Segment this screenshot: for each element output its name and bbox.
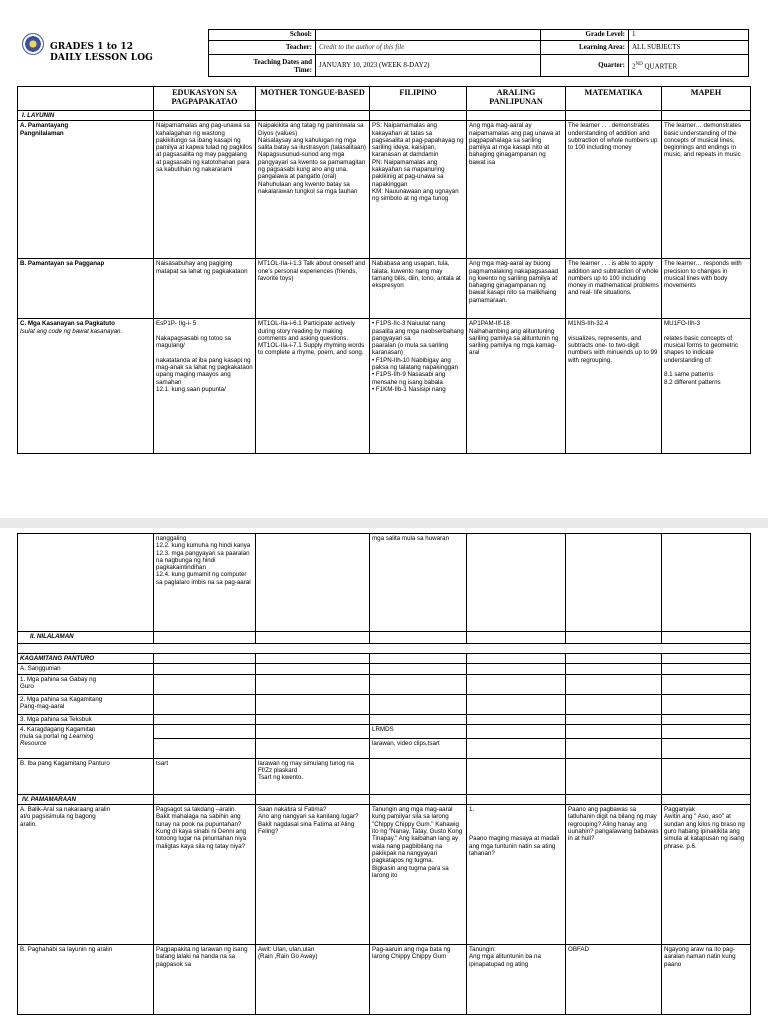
page-2 <box>0 528 768 1024</box>
lesson-table-page-1 <box>17 86 751 454</box>
cell-mtb: MT1OL-IIa-i-6.1 Participate actively during story reading by making comments and asking questions. MT1OL-IIa-i-7.1 Supply rhyming words to complete a rhyme, poem, and song. <box>256 319 370 454</box>
col-header-esp: EDUKASYON SA PAGPAPAKATAO <box>154 87 256 111</box>
cell-filipino: mga salita mula sa huwaran <box>370 534 467 632</box>
row-spacer <box>18 644 751 654</box>
cell-filipino: PS: Naipamamalas ang kakayahan at tatas sa pagsasalita at pag-papahayag ng sariling ideya, kaisipan, karanasan at damdamin PN: Naipamamalas ang kakayahan sa mapanuring pakikinig at pag-unawa sa napakinggan KM: Nauunawaan ang ugnayan ng simbolo at ng mga tunog <box>370 121 467 259</box>
table-row <box>18 259 751 319</box>
cell-mtb: Saan nakatira si Fatima? Ano ang nangyari sa kanilang lugar? Bakit nagdasal sina Fatima at Aling Feling? <box>256 805 370 945</box>
cell-ap <box>467 534 566 632</box>
section-pamamaraan: IV. PAMAMARAAN <box>18 794 154 804</box>
cell-mapeh <box>662 758 751 794</box>
table-row <box>18 714 751 724</box>
row-label-iba-pang-kagamitan: B. Iba pang Kagamitang Panturo <box>18 758 154 794</box>
cell-esp: nanggaling 12.2. kung kumuha ng hindi kanya 12.3. mga pangyayari sa paaralan na nagbunga ng hindi pagkakaintindihan 12.4. kung gumamit ng computer sa paglalaro imbis na sa pag-aaral <box>154 534 256 632</box>
cell-math <box>566 534 662 632</box>
row-label-sanggunian: A. Sanggunian <box>18 664 154 674</box>
row-label-paghahabi: B. Paghahabi sa layunin ng aralin <box>18 945 154 1015</box>
table-row <box>18 534 751 632</box>
cell-filipino: • F1PS-IIc-3 Naiuulat nang pasalita ang mga naobserbahang pangyayari sa paaralan (o mula sa sariling karanasan) • F1PN-IIh-10 Nabibigay ang paksa ng talatang napakinggan • F1PS-IIh-9 Nasasabi ang mensahe ng isang babala • F1KM-IIb-1 Nasisipi nang <box>370 319 467 454</box>
cell-ap: Ang mga mag-aaral ay buong pagmamalaking nakapagsasaad ng kwento ng sariling pamilya at bahaging ginagampanan ng bawat kasapi nito sa malikhaing pamamaraan. <box>467 259 566 319</box>
col-header-mapeh: MAPEH <box>662 87 751 111</box>
cell-esp: Pagpapakita ng larawan ng isang batang lalaki na handa na sa pagpasok sa <box>154 945 256 1015</box>
col-header-math: MATEMATIKA <box>566 87 662 111</box>
cell-mtb: Naipakikita ang tatag ng paniniwala sa Diyos (values) Naisalaysay ang kahulugan ng mga salita batay sa ilustrasyon (talasalitaan) Napagsusunud-sunod ang mga pangyayari sa kwento sa pamamagitan ng pagsasabi kung ano ang una, pangalawa at pangatlo (oral) Nahuhulaan ang kwento batay sa nakalarawan tungkol sa mga tauhan <box>256 121 370 259</box>
cell-ap: AP1PAM-IIf-18 Naihahambing ang alituntuning sariling pamilya sa alituntunin ng sariling pamilya ng mga kamag-aral <box>467 319 566 454</box>
cell-mtb: larawan ng may simulang tunog na Ff/Zz plaskard Tsart ng kwento. <box>256 758 370 794</box>
cell-esp: Naipamamalas ang pag-unawa sa kahalagahan ng wastong pakikitungo sa ibang kasapi ng pamilya at kapwa tulad ng pagkilos at pagsasalita ng may paggalang at pagsasabi ng katotohanan para sa kabutihan ng nakararami <box>154 121 256 259</box>
cell-math: The learner . . . demonstrates understanding of addition and subtraction of whole numbers up to 100 including money <box>566 121 662 259</box>
cell-esp: EsP1P- IIg-i- 5 Nakapagsasabi ng totoo sa magulang/ nakatatanda at iba pang kasapi ng mag-anak sa lahat ng pagkakataon upang maging maayos ang samahan 12.1. kung saan pupunta/ <box>154 319 256 454</box>
cell-filipino-lrmds: LRMDS <box>370 724 467 738</box>
cell-ap: 1. Paano maging masaya at madali ang mga tuntunin natin sa ating tahanan? <box>467 805 566 945</box>
section-layunin: I. LAYUNIN <box>18 111 154 121</box>
col-header-mtb: MOTHER TONGUE-BASED <box>256 87 370 111</box>
lesson-table-page-2 <box>17 533 751 1015</box>
cell-filipino-materials: larawan, video clips,tsart <box>370 738 467 758</box>
col-header-filipino: FILIPINO <box>370 87 467 111</box>
school-value <box>316 30 541 41</box>
cell-esp: tsart <box>154 758 256 794</box>
section-kagamitang-panturo: KAGAMITANG PANTURO <box>18 654 154 664</box>
quarter-value: 2ND QUARTER <box>629 55 749 77</box>
cell-mapeh: MU1FO-IIh-3 relates basic concepts of musical forms to geometric shapes to indicate understanding of: 8.1 same patterns 8.2 different patterns <box>662 319 751 454</box>
cell-ap: Tanungin: Ang mga alituntunin ba na ipinapatupad ng ating <box>467 945 566 1015</box>
row-label-kagamitang-pang-mag-aaral: 2. Mga pahina sa Kagamitang Pang-mag-aaral <box>18 694 154 714</box>
cell-mtb <box>256 534 370 632</box>
table-row <box>18 694 751 714</box>
header-grades-title: GRADES 1 to 12 <box>50 42 134 52</box>
cell-math: M1NS-IIh-32.4 visualizes, represents, and subtracts one- to two-digit numbers with minuends up to 99 with regrouping. <box>566 319 662 454</box>
kagamitan-row <box>18 654 751 664</box>
section-nilalaman: II. NILALAMAN <box>18 632 154 644</box>
cell-filipino: Pag-aaruin ang mga bata ng larong Chippy Chippy Gum <box>370 945 467 1015</box>
cell-esp: Pagsagot sa takdang –aralin. Bakit mahalaga na sabihin ang tunay na pook na pupuntahan? Kung di kaya sinabi ni Denni ang totoong lugar na pinuntahan niya maligtas kaya sila ng tatay niya? <box>154 805 256 945</box>
row-label-mga-kasanayan: C. Mga Kasanayan sa Pagkatuto Isulat ang code ng bawat kasanayan. <box>18 319 154 454</box>
row-label-pamantayan-sa-pagganap: B. Pamantayan sa Pagganap <box>18 259 154 319</box>
table-row <box>18 674 751 694</box>
cell-filipino <box>370 758 467 794</box>
header-info-table <box>208 29 749 77</box>
table-row <box>18 121 751 259</box>
cell-math <box>566 758 662 794</box>
table-row <box>18 945 751 1015</box>
cell-ap <box>467 758 566 794</box>
header-dll-title: DAILY LESSON LOG <box>50 53 153 63</box>
deped-seal-icon <box>22 33 44 55</box>
subject-header-row <box>18 87 751 111</box>
table-row <box>18 805 751 945</box>
row-label-karagdagang-kagamitan: 4. Karagdagang Kagamitan mula sa portal ng Learning Resource <box>18 724 154 758</box>
teacher-value: Credit to the author of this file <box>316 41 541 55</box>
table-row <box>18 724 751 738</box>
cell-math: OBFAD <box>566 945 662 1015</box>
cell-mapeh <box>662 534 751 632</box>
quarter-label: Quarter: <box>541 55 629 77</box>
cell-mtb: MT1OL-IIa-i-1.3 Talk about oneself and one's personal experiences (friends, favorite toys) <box>256 259 370 319</box>
grade-level-value: 1 <box>629 30 749 41</box>
cell-mapeh: Ngayong araw na ito pag-aaralan naman natin kung paano <box>662 945 751 1015</box>
table-row <box>18 319 751 454</box>
col-header-ap: ARALING PANLIPUNAN <box>467 87 566 111</box>
learning-area-label: Learning Area: <box>541 41 629 55</box>
cell-mapeh: The learner… responds with precision to changes in musical lines with body movements <box>662 259 751 319</box>
table-row <box>18 758 751 794</box>
sanggunian-row <box>18 664 751 674</box>
blank-header <box>18 87 154 111</box>
cell-filipino: Tanungin ang mga mag-aaral kung pamilyar sila sa larong "Chippy Chippy Gum." Kahawig ito ng "Nanay, Tatay, Gusto Kong Tinapay." Ang kaibahan lang ay wala nang pagbibilang na pakikpak na nangyayari pagkatapos ng tugma. Bigkasin ang tugma para sa larong ito <box>370 805 467 945</box>
row-label-pamantayang-pangnilalaman: A. Pamantayang Pangnilalaman <box>18 121 154 259</box>
learning-area-value: ALL SUBJECTS <box>629 41 749 55</box>
cell-mtb: Awit: Ulan, ulan,ulan (Rain ,Rain Go Away) <box>256 945 370 1015</box>
cell-filipino: Nababasa ang usapan, tula, talata, kuwento nang may tamang bilis, diin, tono, antala at ekspresyon <box>370 259 467 319</box>
layunin-row <box>18 111 751 121</box>
cell-math: The learner . . . is able to apply addition and subtraction of whole numbers up to 100 including money in mathematical problems and real- life situations. <box>566 259 662 319</box>
row-label-gabay-ng-guro: 1. Mga pahina sa Gabay ng Guro <box>18 674 154 694</box>
nilalaman-row <box>18 632 751 644</box>
grade-level-label: Grade Level: <box>541 30 629 41</box>
cell-mapeh: Pagganyak Awitin ang " Aso, aso" at sundan ang kilos ng braso ng guro habang ipinakikita ang simula at katapusan ng isang phrase. p.6. <box>662 805 751 945</box>
teaching-dates-value: JANUARY 10, 2023 (WEEK 8-DAY2) <box>316 55 541 77</box>
row-label-teksbuk: 3. Mga pahina sa Teksbuk <box>18 714 154 724</box>
teaching-dates-label: Teaching Dates and Time: <box>209 55 316 77</box>
school-label: School: <box>209 30 316 41</box>
pamamaraan-row <box>18 794 751 804</box>
row-label-balik-aral: A. Balik-Aral sa nakaraang aralin at/o pagsisimula ng bagong aralin. <box>18 805 154 945</box>
cell-math: Paano ang pagbawas sa tatluhanin digit na bilang ng may regrouping? Aling hanay ang uunahin? pangalawang babawas in at huli? <box>566 805 662 945</box>
cell-mapeh: The learner… demonstrates basic understanding of the concepts of musical lines, beginnings and endings in music, and repeats in music <box>662 121 751 259</box>
cell-esp: Naisasabuhay ang pagiging matapat sa lahat ng pagkakataon <box>154 259 256 319</box>
teacher-label: Teacher: <box>209 41 316 55</box>
cell-ap: Ang mga mag-aaral ay naipamamalas ang pag unawa at pagpapahalaga sa sariling pamilya at mga kasapi nito at bahaging ginagampanan ng bawat isa <box>467 121 566 259</box>
